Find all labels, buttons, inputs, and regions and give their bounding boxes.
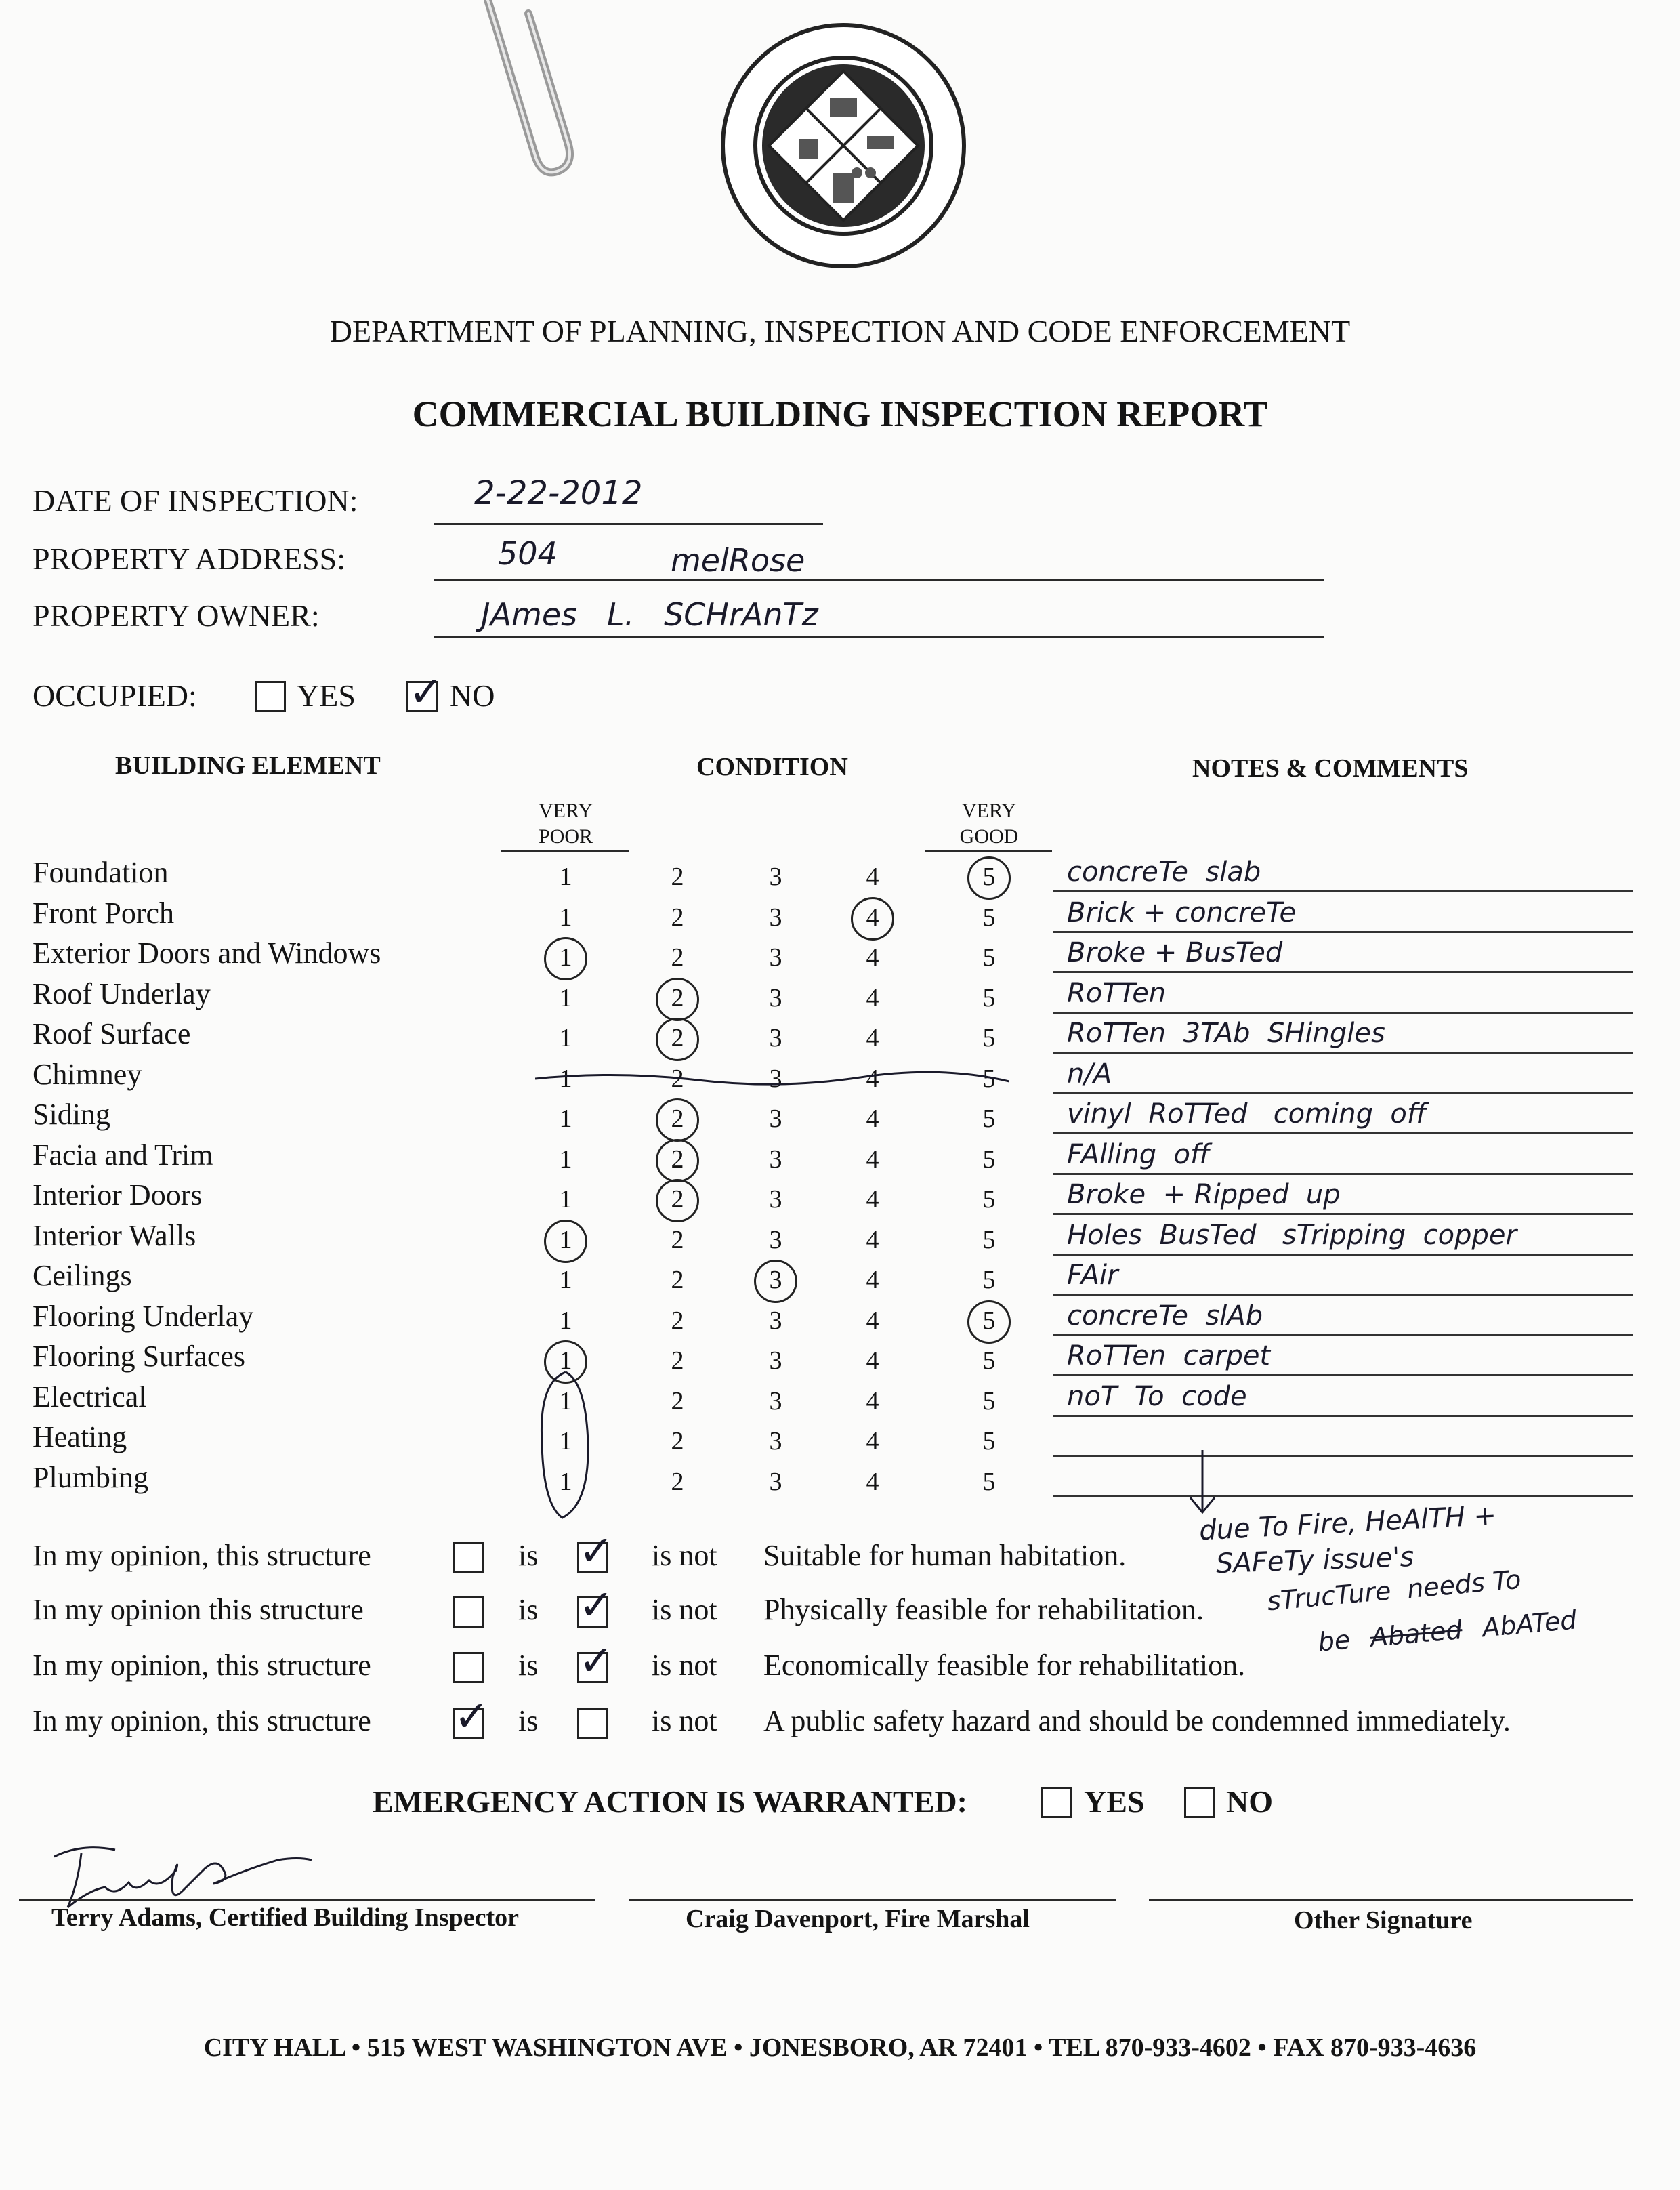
comment-line1: due To Fire, HeAlTH + [1198, 1500, 1498, 1547]
opinion-is-label: is [518, 1649, 539, 1682]
very-good-label [925, 798, 1053, 850]
condition-rating-5[interactable]: 5 [982, 1145, 996, 1174]
address-underline [434, 579, 1324, 581]
opinion-is-label: is [518, 1593, 539, 1626]
very-poor-label [501, 798, 630, 850]
condition-rating-4[interactable]: 4 [866, 1387, 879, 1416]
address-label: PROPERTY ADDRESS: [33, 541, 346, 576]
condition-rating-1[interactable]: 1 [559, 1387, 572, 1416]
very-poor-underline [501, 850, 629, 852]
notes-comment[interactable]: Brick + concreTe [1067, 897, 1297, 928]
selected-rating-circle [851, 897, 894, 941]
condition-rating-2[interactable]: 2 [671, 1104, 684, 1133]
condition-rating-2[interactable]: 2 [671, 1185, 684, 1214]
condition-rating-1[interactable]: 1 [559, 1024, 572, 1052]
notes-underline [1053, 1254, 1633, 1256]
condition-rating-2[interactable]: 2 [671, 1226, 684, 1254]
condition-rating-5[interactable]: 5 [982, 1024, 996, 1052]
condition-rating-1[interactable]: 1 [559, 943, 572, 972]
condition-rating-3[interactable]: 3 [769, 984, 782, 1012]
opinion-is-label: is [518, 1704, 539, 1737]
rating-bracket-mark [535, 1369, 596, 1521]
notes-comment[interactable]: RoTTen carpet [1067, 1340, 1271, 1371]
selected-rating-circle [656, 1018, 699, 1061]
check-icon: ✓ [579, 1580, 614, 1630]
condition-rating-2[interactable]: 2 [671, 903, 684, 932]
condition-rating-4[interactable]: 4 [866, 943, 879, 972]
selected-rating-circle [544, 1220, 587, 1263]
condition-rating-2[interactable]: 2 [671, 863, 684, 891]
address-number[interactable]: 504 [498, 535, 558, 572]
other-signature-line [1149, 1899, 1633, 1901]
building-element-label: Plumbing [33, 1461, 149, 1494]
opinion-statement: Suitable for human habitation. [763, 1539, 1127, 1572]
condition-rating-1[interactable]: 1 [559, 1346, 572, 1375]
condition-rating-4[interactable]: 4 [866, 1346, 879, 1375]
notes-comment[interactable]: FAir [1067, 1260, 1118, 1291]
selected-rating-circle [544, 937, 587, 980]
opinion-statement: Economically feasible for rehabilitation. [763, 1649, 1246, 1682]
selected-rating-circle [967, 856, 1011, 900]
condition-rating-4[interactable]: 4 [866, 1306, 879, 1335]
notes-comment[interactable]: Broke + BusTed [1067, 937, 1283, 968]
condition-rating-2[interactable]: 2 [671, 1145, 684, 1174]
condition-rating-5[interactable]: 5 [982, 1185, 996, 1214]
comment-line4 [1317, 1605, 1578, 1657]
building-element-label: Flooring Underlay [33, 1300, 254, 1333]
selected-rating-circle [754, 1260, 797, 1303]
notes-underline [1053, 1092, 1633, 1094]
opinion-is-checkbox[interactable] [453, 1542, 484, 1573]
very-good-line1: VERY [961, 800, 1016, 822]
date-underline [434, 523, 823, 525]
condition-rating-1[interactable]: 1 [559, 1306, 572, 1335]
building-element-label: Roof Underlay [33, 977, 211, 1010]
building-element-label: Heating [33, 1420, 127, 1453]
other-signature-name: Other Signature [1294, 1906, 1473, 1935]
condition-rating-2[interactable]: 2 [671, 1387, 684, 1416]
condition-rating-5[interactable]: 5 [982, 903, 996, 932]
building-element-label: Interior Walls [33, 1219, 196, 1252]
condition-rating-4[interactable]: 4 [866, 1266, 879, 1294]
owner-value[interactable]: JAmes L. SCHrAnTz [481, 596, 818, 633]
condition-rating-2[interactable]: 2 [671, 1024, 684, 1052]
condition-rating-1[interactable]: 1 [559, 1427, 572, 1455]
notes-comment[interactable]: RoTTen [1067, 978, 1167, 1009]
emergency-label: EMERGENCY ACTION IS WARRANTED: [373, 1784, 967, 1819]
building-element-label: Foundation [33, 856, 169, 889]
condition-rating-4[interactable]: 4 [866, 1024, 879, 1052]
notes-comment[interactable]: vinyl RoTTed coming off [1067, 1098, 1427, 1130]
condition-rating-2[interactable]: 2 [671, 1266, 684, 1294]
owner-underline [434, 636, 1324, 638]
opinion-is-not-label: is not [652, 1704, 717, 1737]
selected-rating-circle [656, 1098, 699, 1142]
condition-rating-1[interactable]: 1 [559, 1065, 572, 1093]
condition-rating-3[interactable]: 3 [769, 1468, 782, 1496]
comment-line4-struck: Abated [1369, 1615, 1464, 1653]
opinion-prefix: In my opinion this structure [33, 1593, 364, 1626]
seal-text-bottom [718, 237, 969, 238]
condition-rating-4[interactable]: 4 [866, 984, 879, 1012]
city-seal [718, 20, 969, 271]
fire-marshal-signature-line [629, 1899, 1116, 1901]
notes-underline [1053, 971, 1633, 973]
emergency-yes-checkbox[interactable] [1041, 1787, 1072, 1818]
comment-line3: sTrucTure needs To [1265, 1564, 1523, 1617]
condition-rating-1[interactable]: 1 [559, 1185, 572, 1214]
comment-line4-start: be [1316, 1624, 1351, 1657]
opinion-is-not-checkbox[interactable] [577, 1708, 608, 1739]
condition-rating-3[interactable]: 3 [769, 903, 782, 932]
condition-rating-1[interactable]: 1 [559, 1104, 572, 1133]
occupied-no-check-icon: ✓ [408, 667, 444, 716]
condition-rating-5[interactable]: 5 [982, 1387, 996, 1416]
notes-underline [1053, 1495, 1633, 1497]
condition-rating-5[interactable]: 5 [982, 1346, 996, 1375]
inspector-signature-line [19, 1899, 595, 1901]
opinion-is-not-label: is not [652, 1593, 717, 1626]
condition-rating-3[interactable]: 3 [769, 1024, 782, 1052]
selected-rating-circle [656, 1179, 699, 1222]
condition-rating-3[interactable]: 3 [769, 943, 782, 972]
opinion-prefix: In my opinion, this structure [33, 1649, 371, 1682]
condition-rating-2[interactable]: 2 [671, 1468, 684, 1496]
notes-underline [1053, 1294, 1633, 1296]
condition-rating-1[interactable]: 1 [559, 984, 572, 1012]
condition-rating-2[interactable]: 2 [671, 1065, 684, 1093]
notes-comment[interactable]: RoTTen 3TAb SHingles [1067, 1018, 1385, 1049]
condition-rating-1[interactable]: 1 [559, 1226, 572, 1254]
address-street[interactable]: melRose [671, 542, 805, 579]
condition-rating-2[interactable]: 2 [671, 943, 684, 972]
notes-comment[interactable]: n/A [1067, 1058, 1112, 1090]
condition-rating-5[interactable]: 5 [982, 1266, 996, 1294]
condition-rating-4[interactable]: 4 [866, 1145, 879, 1174]
notes-comment[interactable]: FAlling off [1067, 1139, 1210, 1170]
opinion-is-not-label: is not [652, 1649, 717, 1682]
condition-rating-5[interactable]: 5 [982, 863, 996, 891]
check-icon: ✓ [579, 1636, 614, 1685]
column-building-element: BUILDING ELEMENT [115, 751, 381, 780]
condition-rating-5[interactable]: 5 [982, 943, 996, 972]
column-condition: CONDITION [696, 753, 848, 781]
emergency-yes-label: YES [1084, 1784, 1145, 1819]
occupied-yes-label: YES [297, 678, 356, 713]
condition-rating-4[interactable]: 4 [866, 863, 879, 891]
condition-rating-1[interactable]: 1 [559, 903, 572, 932]
inspector-name: Terry Adams, Certified Building Inspector [51, 1903, 519, 1932]
occupied-yes-checkbox[interactable] [255, 681, 286, 712]
building-element-label: Exterior Doors and Windows [33, 936, 381, 970]
very-good-underline [925, 850, 1052, 852]
condition-rating-3[interactable]: 3 [769, 1306, 782, 1335]
condition-rating-2[interactable]: 2 [671, 1306, 684, 1335]
owner-label: PROPERTY OWNER: [33, 598, 320, 633]
notes-underline [1053, 1374, 1633, 1376]
condition-rating-5[interactable]: 5 [982, 1427, 996, 1455]
condition-rating-4[interactable]: 4 [866, 1104, 879, 1133]
condition-rating-4[interactable]: 4 [866, 1185, 879, 1214]
condition-rating-3[interactable]: 3 [769, 863, 782, 891]
condition-rating-3[interactable]: 3 [769, 1185, 782, 1214]
condition-rating-1[interactable]: 1 [559, 1266, 572, 1294]
column-notes: NOTES & COMMENTS [1192, 754, 1469, 783]
seal-emblem-icon [718, 20, 969, 271]
opinion-statement: A public safety hazard and should be condemned immediately. [763, 1704, 1511, 1737]
condition-rating-1[interactable]: 1 [559, 1145, 572, 1174]
selected-rating-circle [656, 978, 699, 1021]
notes-underline [1053, 890, 1633, 892]
notes-underline [1053, 1455, 1633, 1457]
selected-rating-circle [967, 1300, 1011, 1344]
condition-rating-3[interactable]: 3 [769, 1226, 782, 1254]
notes-comment[interactable]: concreTe slAb [1067, 1300, 1263, 1331]
condition-rating-5[interactable]: 5 [982, 1065, 996, 1093]
fire-marshal-name: Craig Davenport, Fire Marshal [686, 1905, 1030, 1933]
building-element-label: Roof Surface [33, 1017, 191, 1050]
condition-rating-2[interactable]: 2 [671, 984, 684, 1012]
condition-rating-5[interactable]: 5 [982, 1226, 996, 1254]
building-element-label: Flooring Surfaces [33, 1340, 246, 1373]
notes-underline [1053, 1173, 1633, 1175]
comment-line2: SAFeTy issue's [1215, 1541, 1415, 1580]
selected-rating-circle [656, 1139, 699, 1182]
notes-comment[interactable]: Holes BusTed sTripping copper [1067, 1220, 1517, 1251]
condition-rating-4[interactable]: 4 [866, 903, 879, 932]
notes-underline [1053, 1052, 1633, 1054]
opinion-prefix: In my opinion, this structure [33, 1704, 371, 1737]
opinion-prefix: In my opinion, this structure [33, 1539, 371, 1572]
condition-rating-2[interactable]: 2 [671, 1346, 684, 1375]
opinion-is-not-label: is not [652, 1539, 717, 1572]
condition-rating-4[interactable]: 4 [866, 1468, 879, 1496]
check-icon: ✓ [579, 1526, 614, 1575]
condition-rating-4[interactable]: 4 [866, 1065, 879, 1093]
condition-rating-3[interactable]: 3 [769, 1065, 782, 1093]
building-element-label: Front Porch [33, 896, 174, 930]
notes-underline [1053, 1213, 1633, 1215]
opinion-is-label: is [518, 1539, 539, 1572]
occupied-label: OCCUPIED: [33, 678, 197, 713]
emergency-no-label: NO [1226, 1784, 1273, 1819]
building-element-label: Ceilings [33, 1259, 132, 1292]
condition-rating-3[interactable]: 3 [769, 1266, 782, 1294]
notes-underline [1053, 1415, 1633, 1417]
condition-rating-3[interactable]: 3 [769, 1427, 782, 1455]
very-good-line2: GOOD [959, 825, 1019, 848]
condition-rating-5[interactable]: 5 [982, 1306, 996, 1335]
building-element-label: Facia and Trim [33, 1138, 213, 1172]
condition-rating-3[interactable]: 3 [769, 1387, 782, 1416]
condition-rating-2[interactable]: 2 [671, 1427, 684, 1455]
opinion-statement: Physically feasible for rehabilitation. [763, 1593, 1204, 1626]
date-value[interactable]: 2-22-2012 [474, 474, 643, 512]
very-poor-line2: POOR [538, 825, 593, 848]
building-element-label: Electrical [33, 1380, 147, 1413]
notes-underline [1053, 1334, 1633, 1336]
footer-address: CITY HALL • 515 WEST WASHINGTON AVE • JONESBORO, AR 72401 • TEL 870-933-4602 • FAX 870-933-4636 [203, 2033, 1477, 2062]
notes-comment[interactable]: Broke + Ripped up [1067, 1179, 1341, 1210]
condition-rating-5[interactable]: 5 [982, 1104, 996, 1133]
paper-clip-icon [474, 0, 583, 190]
condition-rating-3[interactable]: 3 [769, 1104, 782, 1133]
condition-rating-1[interactable]: 1 [559, 1468, 572, 1496]
occupied-no-label: NO [450, 678, 495, 713]
building-element-label: Siding [33, 1098, 110, 1131]
down-arrow-icon [1182, 1450, 1223, 1518]
condition-rating-4[interactable]: 4 [866, 1226, 879, 1254]
building-element-label: Interior Doors [33, 1178, 203, 1212]
condition-rating-5[interactable]: 5 [982, 1468, 996, 1496]
condition-rating-4[interactable]: 4 [866, 1427, 879, 1455]
emergency-no-checkbox[interactable] [1184, 1787, 1215, 1818]
condition-rating-1[interactable]: 1 [559, 863, 572, 891]
notes-comment[interactable]: concreTe slab [1067, 856, 1261, 888]
chimney-strike-line [535, 1064, 1009, 1091]
condition-rating-3[interactable]: 3 [769, 1145, 782, 1174]
notes-underline [1053, 1012, 1633, 1014]
check-icon: ✓ [454, 1691, 489, 1741]
date-label: DATE OF INSPECTION: [33, 483, 358, 518]
department-name: DEPARTMENT OF PLANNING, INSPECTION AND CODE ENFORCEMENT [329, 314, 1351, 348]
notes-comment[interactable]: noT To code [1067, 1381, 1247, 1412]
report-title: COMMERCIAL BUILDING INSPECTION REPORT [412, 394, 1268, 434]
comment-line4-end: AbATed [1481, 1605, 1578, 1643]
notes-underline [1053, 931, 1633, 933]
condition-rating-3[interactable]: 3 [769, 1346, 782, 1375]
very-poor-line1: VERY [538, 800, 593, 822]
notes-underline [1053, 1132, 1633, 1134]
seal-text-top [718, 47, 969, 48]
opinion-is-checkbox[interactable] [453, 1652, 484, 1683]
building-element-label: Chimney [33, 1058, 142, 1091]
opinion-is-checkbox[interactable] [453, 1596, 484, 1628]
condition-rating-5[interactable]: 5 [982, 984, 996, 1012]
